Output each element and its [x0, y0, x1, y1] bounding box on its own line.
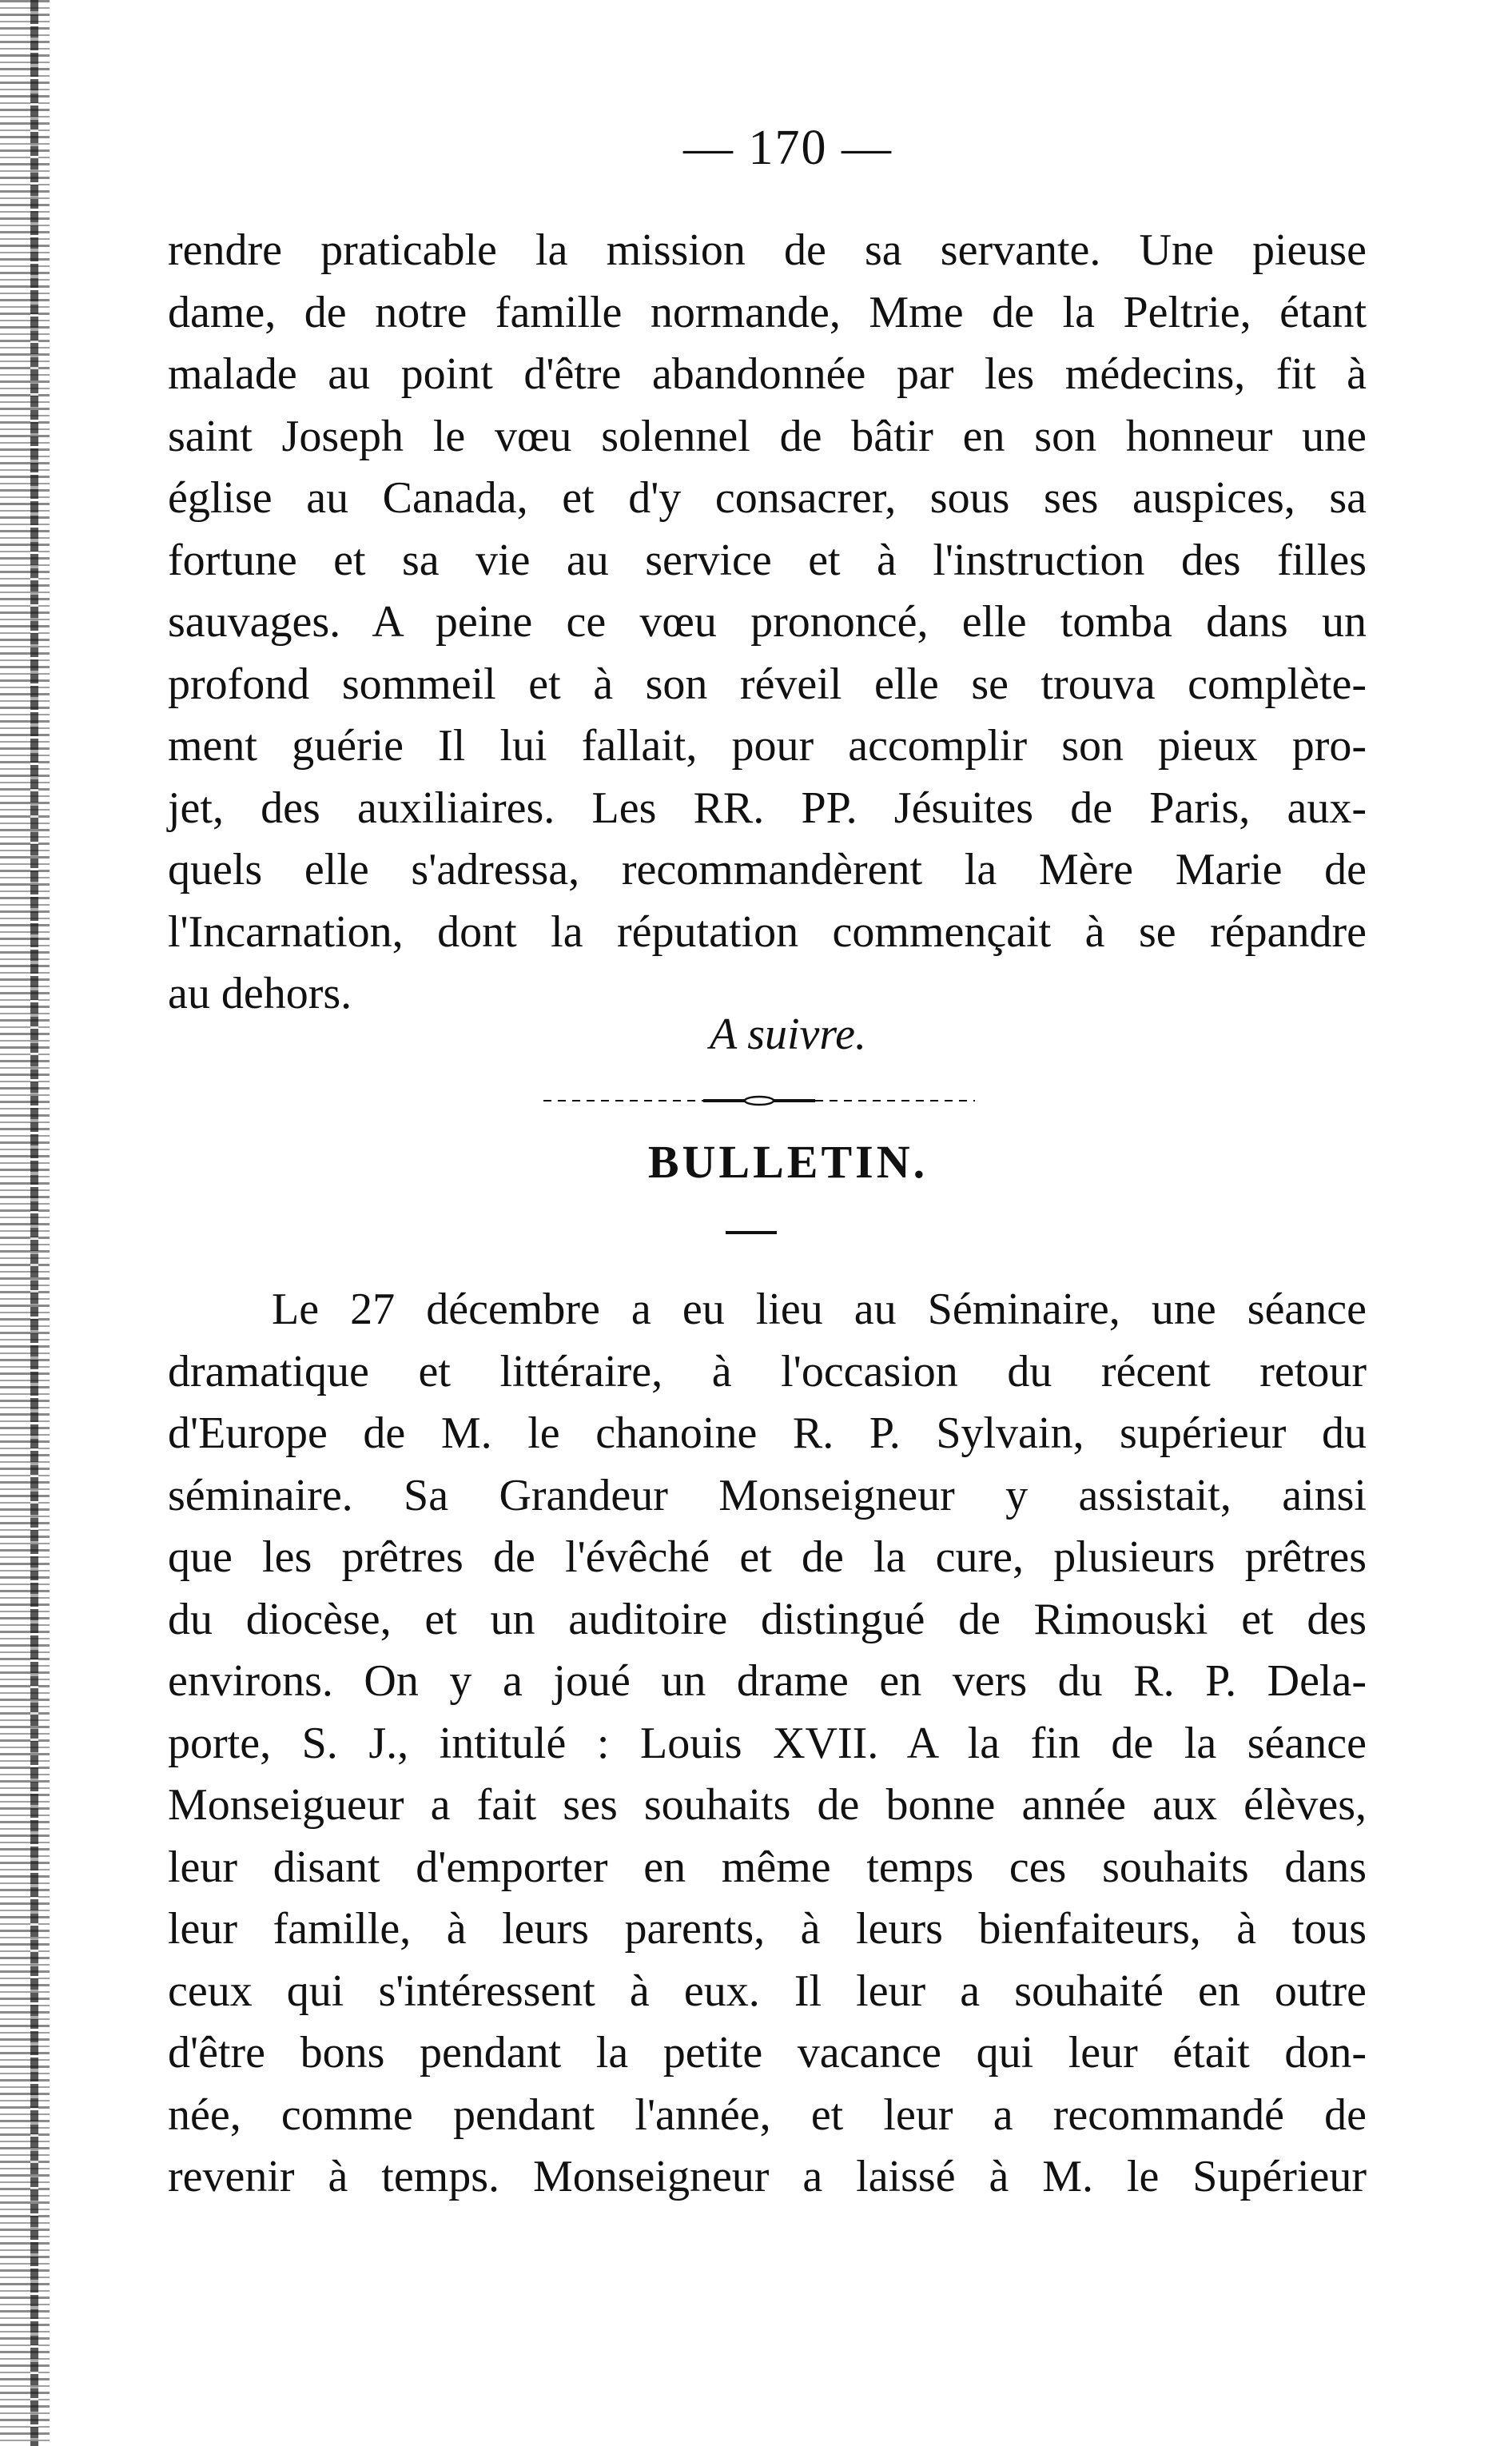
text-line: fortune et sa vie au service et à l'instruction des filles [168, 535, 1367, 585]
text-line: revenir à temps. Monseigneur a laissé à M. le Supérieur [168, 2152, 1367, 2201]
text-line: rendre praticable la mission de sa servante. Une pieuse [168, 225, 1367, 275]
text-line: sauvages. A peine ce vœu prononcé, elle tomba dans un [168, 597, 1367, 647]
to-be-continued: A suivre. [710, 1010, 866, 1059]
text-line: profond sommeil et à son réveil elle se trouva complète- [168, 659, 1367, 709]
text-line: au dehors. [168, 969, 352, 1018]
text-line: malade au point d'être abandonnée par les médecins, fit à [168, 349, 1367, 399]
text-line: Le 27 décembre a eu lieu au Séminaire, une séance [272, 1285, 1367, 1334]
text-line: Monseigueur a fait ses souhaits de bonne année aux élèves, [168, 1780, 1367, 1830]
text-line: saint Joseph le vœu solennel de bâtir en son honneur une [168, 411, 1367, 461]
text-line: d'Europe de M. le chanoine R. P. Sylvain, supérieur du [168, 1408, 1367, 1458]
binding-edge [0, 0, 50, 2446]
text-line: église au Canada, et d'y consacrer, sous ses auspices, sa [168, 473, 1367, 523]
title-rule [726, 1231, 777, 1234]
text-line: leur famille, à leurs parents, à leurs bienfaiteurs, à tous [168, 1904, 1367, 1954]
binding-edge-shadow [30, 0, 38, 2446]
bulletin-body [168, 1279, 1367, 2209]
text-line: leur disant d'emporter en même temps ces souhaits dans [168, 1842, 1367, 1892]
text-line: ment guérie Il lui fallait, pour accomplir son pieux pro- [168, 721, 1367, 771]
text-line: que les prêtres de l'évêché et de la cure, plusieurs prêtres [168, 1532, 1367, 1582]
text-line: dame, de notre famille normande, Mme de la Peltrie, étant [168, 287, 1367, 337]
text-line: quels elle s'adressa, recommandèrent la Mère Marie de [168, 845, 1367, 894]
section-title: BULLETIN. [647, 1136, 929, 1188]
article-continuation [168, 220, 1367, 1026]
text-line: porte, S. J., intitulé : Louis XVII. A la fin de la séance [168, 1718, 1367, 1768]
text-line: environs. On y a joué un drame en vers du R. P. Dela- [168, 1656, 1367, 1706]
text-line: née, comme pendant l'année, et leur a recommandé de [168, 2089, 1367, 2140]
text-line: dramatique et littéraire, à l'occasion du récent retour [168, 1346, 1367, 1396]
page-number: — 170 — [683, 121, 893, 175]
text-line: ceux qui s'intéressent à eux. Il leur a souhaité en outre [168, 1966, 1367, 2016]
text-line: l'Incarnation, dont la réputation commençait à se répandre [168, 906, 1367, 957]
text-line: jet, des auxiliaires. Les RR. PP. Jésuites de Paris, aux- [168, 783, 1367, 833]
text-line: séminaire. Sa Grandeur Monseigneur y assistait, ainsi [168, 1470, 1367, 1520]
text-line: du diocèse, et un auditoire distingué de Rimouski et des [168, 1594, 1367, 1644]
text-line: d'être bons pendant la petite vacance qui leur était don- [168, 2028, 1367, 2078]
divider-ornament [543, 1095, 975, 1106]
